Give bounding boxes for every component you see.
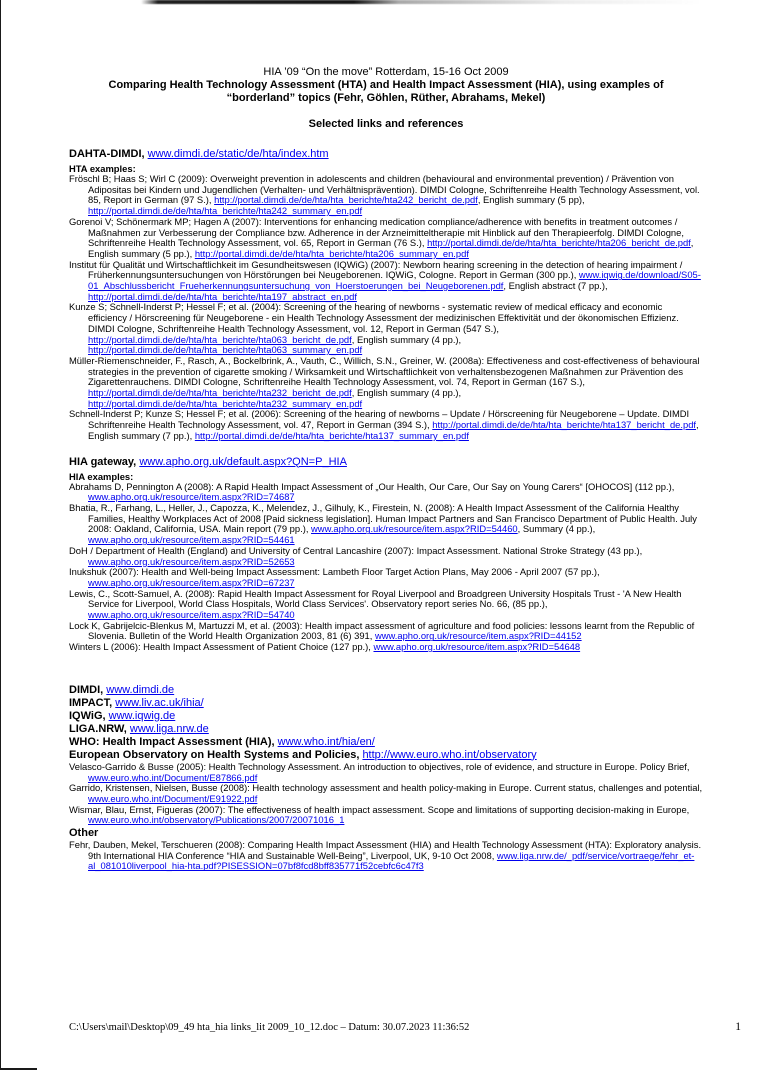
reference-link[interactable]: http://portal.dimdi.de/de/hta/hta_berichte/hta232_bericht_de.pdf	[88, 387, 352, 399]
footer-file-path: C:\Users\mail\Desktop\09_49 hta_hia links_lit 2009_10_12.doc – Datum: 30.07.2023 11:36:52	[69, 1022, 470, 1033]
sections	[69, 148, 703, 872]
reference: Wismar, Blau, Ernst, Figueras (2007): The effectiveness of health impact assessment. Scope and limitations of supporting decision-making in Europe, www.euro.who.int/observatory/Publications/2007/20071016_1	[69, 803, 690, 826]
section-heading	[69, 456, 703, 469]
section-2	[69, 684, 703, 826]
reference-link[interactable]: http://portal.dimdi.de/de/hta/hta_berichte/hta137_bericht_de.pdf	[432, 419, 697, 431]
reference: Schnell-Inderst P; Kunze S; Hessel F; et al. (2006): Screening of the hearing of newborns – Update / Hörscreening für Neugeborene – Update. DIMDI Schriftenreihe Health Technology Assessment, vol. 47, Report in German (394 S.), http://portal.dimdi.de/de/hta/hta_berichte/hta137_bericht_de.pdf, English summary (7 pp.), http://portal.dimdi.de/de/hta/hta_berichte/hta137_summary_en.pdf	[69, 408, 699, 441]
section-0	[69, 148, 703, 442]
reference: Garrido, Kristensen, Nielsen, Busse (2008): Health technology assessment and health policy-making in Europe. Current status, challenges and potential, www.euro.who.int/Document/E91922.pdf	[69, 782, 703, 804]
reference: Abrahams D, Pennington A (2008): A Rapid Health Impact Assessment of „Our Health, Our Care, Our Say on Young Carers“ [OHOCOS] (112 pp.), www.apho.org.uk/resource/item.aspx?RID=74687	[69, 480, 675, 503]
page-title-line1: Comparing Health Technology Assessment (HTA) and Health Impact Assessment (HIA), using examples of	[108, 79, 664, 91]
reference-link[interactable]: http://portal.dimdi.de/de/hta/hta_berichte/hta232_summary_en.pdf	[88, 397, 363, 409]
section-heading-link[interactable]: www.who.int/hia/en/	[277, 735, 375, 748]
section-heading	[69, 736, 703, 749]
reference-link[interactable]: www.euro.who.int/observatory/Publications/2007/20071016_1	[88, 814, 345, 826]
reference: Inukshuk (2007): Health and Well-being Impact Assessment: Lambeth Floor Target Action Plans, May 2006 - April 2007 (57 pp.), www.apho.org.uk/resource/item.aspx?RID=67237	[69, 566, 600, 588]
section-heading-label: HIA gateway,	[69, 455, 137, 468]
section-heading	[69, 684, 703, 697]
reference-link[interactable]: www.apho.org.uk/resource/item.aspx?RID=54648	[373, 641, 581, 653]
section-heading-link[interactable]: www.dimdi.de	[106, 683, 175, 696]
reference-link[interactable]: www.apho.org.uk/resource/item.aspx?RID=54740	[88, 609, 295, 621]
section-heading	[69, 148, 703, 161]
reference: DoH / Department of Health (England) and University of Central Lancashire (2007): Impact Assessment. National Stroke Strategy (43 pp.), www.apho.org.uk/resource/item.aspx?RID=52653	[69, 544, 643, 567]
section-heading-label: European Observatory on Health Systems and Policies,	[69, 748, 360, 761]
reference-link[interactable]: www.liga.nrw.de/_pdf/service/vortraege/fehr_et-al_081010liverpool_hia-hta.pdf?PISESSION=07bf8fcd8bff835771f52cebfc6c47f3	[88, 849, 695, 872]
reference: Bhatia, R., Farhang, L., Heller, J., Capozza, K., Melendez, J., Gilhuly, K., Firestein, N. (2008): A Health Impact Assessment of the California Healthy Families, Healthy Workplaces Act of 2008 [Paid sickness legislation]. Human Impact Partners and San Francisco Department of Public Health. July 2008: Oakland, California, USA. Main report (79 pp.), www.apho.org.uk/resource/item.aspx?RID=54460, Summary (4 pp.), www.apho.org.uk/resource/item.aspx?RID=54461	[69, 501, 697, 546]
section-heading-link[interactable]: www.iqwig.de	[108, 709, 176, 722]
section-heading-label: LIGA.NRW,	[69, 722, 127, 735]
page-title-line2: “borderland” topics (Fehr, Göhlen, Rüther, Abrahams, Mekel)	[226, 92, 546, 104]
section-1	[69, 456, 703, 653]
reference-link[interactable]: http://portal.dimdi.de/de/hta/hta_berichte/hta063_summary_en.pdf	[88, 344, 363, 356]
section-heading-label: DAHTA-DIMDI,	[69, 148, 145, 160]
section-heading-label: WHO: Health Impact Assessment (HIA),	[69, 735, 275, 748]
reference-link[interactable]: http://portal.dimdi.de/de/hta/hta_berichte/hta137_summary_en.pdf	[194, 429, 469, 441]
section-heading	[69, 723, 703, 736]
title-block	[69, 0, 703, 131]
reference-link[interactable]: www.apho.org.uk/resource/item.aspx?RID=67237	[88, 576, 295, 588]
reference-link[interactable]: http://portal.dimdi.de/de/hta/hta_berichte/hta206_summary_en.pdf	[194, 247, 469, 259]
reference-link[interactable]: http://portal.dimdi.de/de/hta/hta_berichte/hta242_bericht_de.pdf	[214, 194, 478, 206]
reference-link[interactable]: www.euro.who.int/Document/E91922.pdf	[88, 792, 258, 804]
section-3	[69, 827, 703, 872]
section-heading	[69, 710, 703, 723]
page-content	[69, 0, 703, 872]
reference-link[interactable]: http://portal.dimdi.de/de/hta/hta_berichte/hta197_abstract_en.pdf	[88, 290, 357, 302]
reference: Fehr, Dauben, Mekel, Terschueren (2008): Comparing Health Impact Assessment (HIA) and Health Technology Assessment (HTA): Exploratory analysis. 9th International HIA Conference “HIA and Sustainable Well-Being”, Liverpool, UK, 9-10 Oct 2008, www.liga.nrw.de/_pdf/service/vortraege/fehr_et-al_081010liverpool_hia-hta.pdf?PISESSION=07bf8fcd8bff835771f52cebfc6c47f3	[69, 839, 702, 872]
section-heading	[69, 697, 703, 710]
reference-link[interactable]: http://portal.dimdi.de/de/hta/hta_berichte/hta063_bericht_de.pdf	[88, 333, 352, 345]
reference: Lock K, Gabrijelcic-Blenkus M, Martuzzi M, et al. (2003): Health impact assessment of agriculture and food policies: lessons learnt from the Republic of Slovenia. Bulletin of the World Health Organization 2003, 81 (6) 391, www.apho.org.uk/resource/item.aspx?RID=44152	[69, 619, 695, 642]
section-heading-link[interactable]: www.liv.ac.uk/ihia/	[115, 696, 204, 709]
reference-link[interactable]: www.iqwig.de/download/S05-01_Abschlussbericht_Frueherkennungsuntersuchung_von_Hoerstoerungen_bei_Neugeborenen.pdf	[88, 269, 701, 292]
reference-link[interactable]: www.apho.org.uk/resource/item.aspx?RID=74687	[88, 491, 295, 503]
section-heading-link[interactable]: www.liga.nrw.de	[129, 722, 209, 735]
section-subheading: HTA examples:	[69, 163, 136, 174]
reference-link[interactable]: www.apho.org.uk/resource/item.aspx?RID=54460	[311, 523, 518, 535]
section-heading-label: IMPACT,	[69, 696, 113, 709]
section-heading-link[interactable]: www.apho.org.uk/default.aspx?QN=P_HIA	[139, 455, 347, 468]
reference: Winters L (2006): Health Impact Assessment of Patient Choice (127 pp.), www.apho.org.uk/resource/item.aspx?RID=54648	[69, 641, 581, 653]
section-heading-link[interactable]: http://www.euro.who.int/observatory	[362, 748, 537, 761]
reference-link[interactable]: www.apho.org.uk/resource/item.aspx?RID=44152	[374, 630, 582, 642]
reference: Fröschl B; Haas S; Wirl C (2009): Overweight prevention in adolescents and children (behavioural and environmental prevention) / Prävention von Adipositas bei Kindern und Jugendlichen (Verhalten- und Verhältnisprävention). DIMDI Cologne, Schriftenreihe Health Technology Assessment, vol. 85, Report in German (97 S.), http://portal.dimdi.de/de/hta/hta_berichte/hta242_bericht_de.pdf, English summary (5 pp), http://portal.dimdi.de/de/hta/hta_berichte/hta242_summary_en.pdf	[69, 173, 700, 217]
reference-link[interactable]: www.apho.org.uk/resource/item.aspx?RID=54461	[88, 534, 295, 546]
reference-link[interactable]: http://portal.dimdi.de/de/hta/hta_berichte/hta242_summary_en.pdf	[88, 205, 363, 217]
reference: Velasco-Garrido & Busse (2005): Health Technology Assessment. An introduction to objectives, role of evidence, and structure in Europe. Policy Brief, www.euro.who.int/Document/E87866.pdf	[69, 760, 690, 783]
reference: Kunze S; Schnell-Inderst P; Hessel F; et al. (2004): Screening of the hearing of newborns - systematic review of medical efficacy and economic efficiency / Hörscreening für Neugeborene - ein Health Technology Assessment der medizinischen Effektivität und der ökonomischen Effizienz. DIMDI Cologne, Schriftenreihe Health Technology Assessment, vol. 12, Report in German (547 S.), http://portal.dimdi.de/de/hta/hta_berichte/hta063_bericht_de.pdf, English summary (4 pp.), http://portal.dimdi.de/de/hta/hta_berichte/hta063_summary_en.pdf	[69, 301, 679, 356]
reference: Institut für Qualität und Wirtschaftlichkeit im Gesundheitswesen (IQWiG) (2007): Newborn hearing screening in the detection of hearing impairment / Früherkennungsuntersuchungen von Hörstörungen bei Neugeborenen. IQWiG, Cologne. Report in German (300 pp.), www.iqwig.de/download/S05-01_Abschlussbericht_Frueherkennungsuntersuchung_von_Hoerstoerungen_bei_Neugeborenen.pdf, English abstract (7 pp.), http://portal.dimdi.de/de/hta/hta_berichte/hta197_abstract_en.pdf	[69, 258, 701, 302]
reference: Müller-Riemenschneider, F., Rasch, A., Bockelbrink, A., Vauth, C., Willich, S.N., Greiner, W. (2008a): Effectiveness and cost-effectiveness of behavioural strategies in the prevention of cigarette smoking / Wirksamkeit und Wirtschaftlichkeit von verhaltensbezogenen Maßnahmen zur Prävention des Zigarettenrauchens. DIMDI Cologne, Schriftenreihe Health Technology Assessment, vol. 74, Report in German (167 S.), http://portal.dimdi.de/de/hta/hta_berichte/hta232_bericht_de.pdf, English summary (4 pp.), http://portal.dimdi.de/de/hta/hta_berichte/hta232_summary_en.pdf	[69, 354, 700, 409]
page-number: 1	[735, 1021, 741, 1033]
section-subheading: HIA examples:	[69, 470, 134, 482]
footer	[69, 1021, 741, 1034]
reference: Gorenoi V; Schönermark MP; Hagen A (2007): Interventions for enhancing medication compliance/adherence with benefits in treatment outcomes / Maßnahmen zur Verbesserung der Compliance bzw. Adherence in der Arzneimitteltherapie mit Hinblick auf den Therapieerfolg. DIMDI Cologne, Schriftenreihe Health Technology Assessment, vol. 65, Report in German (76 S.), http://portal.dimdi.de/de/hta/hta_berichte/hta206_bericht_de.pdf, English summary (5 pp.), http://portal.dimdi.de/de/hta/hta_berichte/hta206_summary_en.pdf	[69, 215, 694, 259]
section-heading	[69, 749, 703, 762]
subtitle: Selected links and references	[308, 118, 464, 130]
conference-line: HIA ’09 “On the move” Rotterdam, 15-16 Oct 2009	[263, 66, 509, 78]
section-heading-label: Other	[69, 827, 99, 840]
section-heading-link[interactable]: www.dimdi.de/static/de/hta/index.htm	[147, 148, 329, 160]
reference-link[interactable]: www.euro.who.int/Document/E87866.pdf	[88, 771, 258, 783]
reference-link[interactable]: www.apho.org.uk/resource/item.aspx?RID=52653	[88, 555, 295, 567]
section-heading-label: IQWiG,	[69, 709, 106, 722]
reference-link[interactable]: http://portal.dimdi.de/de/hta/hta_berichte/hta206_bericht_de.pdf	[427, 237, 691, 249]
section-heading-label: DIMDI,	[69, 683, 104, 696]
reference: Lewis, C., Scott-Samuel, A. (2008): Rapid Health Impact Assessment for Royal Liverpool and Broadgreen University Hospitals Trust - 'A New Health Service for Liverpool, World Class Hospitals, World Class Services'. Observatory report series No. 66, (85 pp.), www.apho.org.uk/resource/item.aspx?RID=54740	[69, 587, 682, 621]
